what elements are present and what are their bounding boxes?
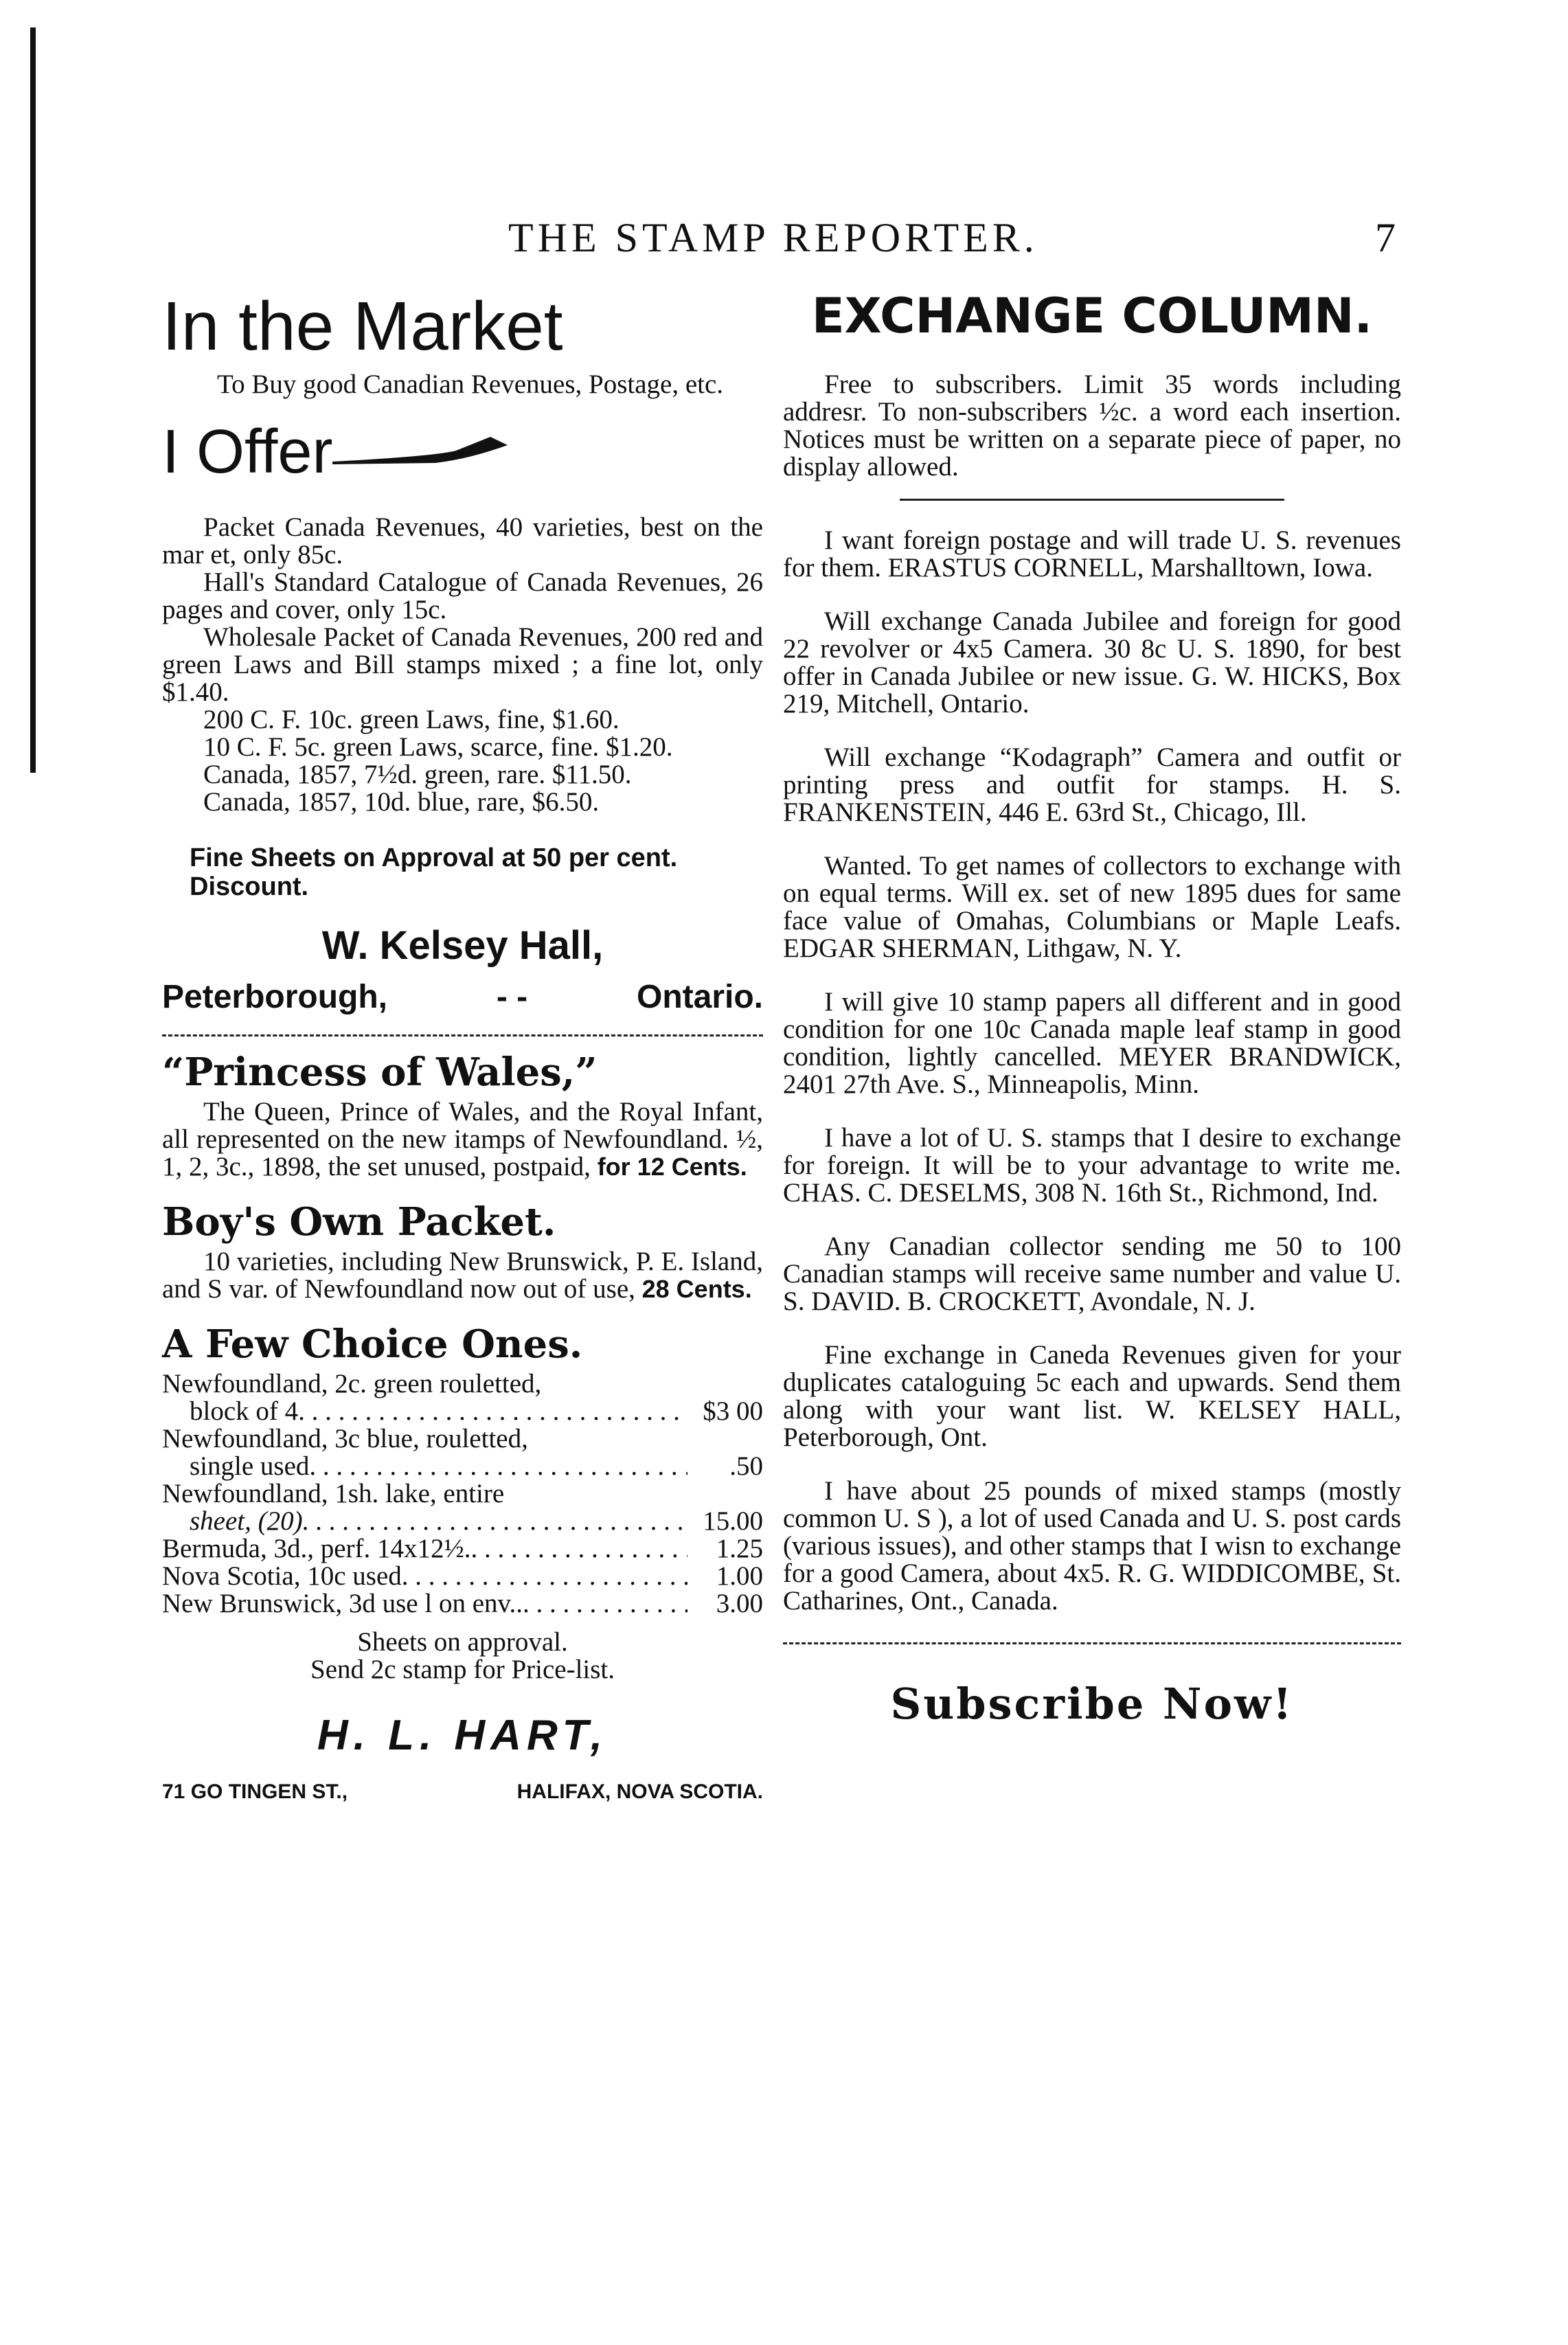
price-row (162, 1480, 763, 1508)
item-name: Newfoundland, 1sh. lake, entire (162, 1479, 505, 1508)
price-row (162, 1590, 763, 1618)
offer-row (162, 418, 763, 486)
exchange-notice: Will exchange Canada Jubilee and foreign for good 22 revolver or 4x5 Camera. 30 8c U. S. 1890, for best offer in Canada Jubilee or new issue. G. W. HICKS, Box 219, Mitchell, Ontario. (783, 607, 1401, 718)
princess-desc: The Queen, Prince of Wales, and the Royal Infant, all represented on the new itamps of Newfoundland. ½, 1, 2, 3c., 1898, the set unused, postpaid, (162, 1097, 763, 1181)
item-name: Newfoundland, 3c blue, rouletted, (162, 1424, 528, 1453)
choice-heading: A Few Choice Ones. (162, 1322, 583, 1367)
item-price: 3.00 (716, 1589, 763, 1618)
exchange-notice: I want foreign postage and will trade U. S. revenues for them. ERASTUS CORNELL, Marshalltown, Iowa. (783, 525, 1401, 582)
item-detail: sheet, (20) (190, 1506, 303, 1536)
item-detail: block of 4 (190, 1396, 299, 1426)
offer-item: Wholesale Packet of Canada Revenues, 200 red and green Laws and Bill stamps mixed ; a fine lot, only $1.40. (162, 622, 763, 707)
offer-item: 10 C. F. 5c. green Laws, scarce, fine. $1.20. (203, 732, 673, 762)
price-row (162, 1425, 763, 1453)
dealer-signature: H. L. HART, (317, 1712, 609, 1759)
price-list (162, 1370, 763, 1618)
section-divider (783, 1642, 1401, 1644)
exchange-notice: Fine exchange in Caneda Revenues given for your duplicates cataloguing 5c each and upwards. Send them along with your want list. W. KELSEY HALL, Peterborough, Ont. (783, 1340, 1401, 1452)
approval-note: Fine Sheets on Approval at 50 per cent. Discount. (190, 843, 678, 901)
princess-text (162, 1098, 763, 1181)
section-divider (162, 1034, 763, 1036)
right-column (783, 288, 1401, 1729)
price-list-note: Send 2c stamp for Price-list. (310, 1655, 615, 1684)
market-intro: To Buy good Canadian Revenues, Postage, etc. (217, 370, 724, 399)
princess-price: for 12 Cents. (597, 1153, 747, 1181)
address-city: HALIFAX, NOVA SCOTIA. (516, 1780, 763, 1803)
exchange-rules: Free to subscribers. Limit 35 words including addresr. To non-subscribers ½c. a word each insertion. Notices must be written on a separate piece of paper, no display allowed. (783, 370, 1401, 482)
price-row (162, 1535, 763, 1563)
boys-price: 28 Cents. (641, 1275, 752, 1303)
subscribe-banner: Subscribe Now! (890, 1679, 1294, 1729)
offer-item: 200 C. F. 10c. green Laws, fine, $1.60. (203, 705, 620, 734)
princess-heading: “Princess of Wales,” (162, 1050, 598, 1095)
item-detail: single used (190, 1451, 310, 1481)
item-price: 15.00 (703, 1506, 763, 1536)
left-column (162, 288, 763, 1804)
dealer-name: W. Kelsey Hall, (321, 923, 604, 968)
item-price: 1.25 (716, 1534, 763, 1563)
dealer-address (162, 1780, 763, 1804)
location-dashes: - - (496, 979, 528, 1015)
item-name: Newfoundland, 2c. green rouletted, (162, 1369, 542, 1398)
margin-rule (30, 27, 36, 773)
running-header: THE STAMP REPORTER. (508, 215, 1038, 260)
offer-list (162, 514, 763, 816)
section-divider (900, 499, 1284, 501)
offer-heading: I Offer (162, 418, 333, 486)
offer-item: Hall's Standard Catalogue of Canada Revenues, 26 pages and cover, only 15c. (162, 567, 763, 624)
dealer-city: Peterborough, (162, 979, 388, 1015)
market-heading: In the Market (162, 288, 563, 365)
dealer-location (162, 977, 763, 1018)
item-detail: New Brunswick, 3d use l on env.. (162, 1589, 523, 1618)
pointing-hand-icon (332, 431, 511, 473)
dealer-province: Ontario. (636, 979, 763, 1015)
offer-item: Canada, 1857, 7½d. green, rare. $11.50. (203, 760, 632, 789)
price-row (162, 1398, 763, 1425)
exchange-notice: I will give 10 stamp papers all different and in good condition for one 10c Canada maple leaf stamp in good condition, lightly cancelled. MEYER BRANDWICK, 2401 27th Ave. S., Minneapolis, Minn. (783, 987, 1401, 1099)
boys-packet-heading: Boy's Own Packet. (162, 1199, 556, 1245)
address-street: 71 GO TINGEN ST., (162, 1780, 348, 1803)
item-detail: Nova Scotia, 10c used (162, 1561, 402, 1591)
boys-packet-text (162, 1248, 763, 1303)
exchange-notice: Wanted. To get names of collectors to exchange with on equal terms. Will ex. set of new 1895 dues for same face value of Omahas, Columbians or Maple Leafs. EDGAR SHERMAN, Lithgaw, N. Y. (783, 851, 1401, 963)
exchange-notice: I have a lot of U. S. stamps that I desire to exchange for foreign. It will be to your advantage to write me. CHAS. C. DESELMS, 308 N. 16th St., Richmond, Ind. (783, 1123, 1401, 1208)
item-price: $3 00 (703, 1396, 763, 1426)
item-price: 1.00 (716, 1561, 763, 1591)
price-row (162, 1370, 763, 1398)
price-row (162, 1508, 763, 1535)
exchange-heading: EXCHANGE COLUMN. (811, 288, 1373, 344)
price-row (162, 1453, 763, 1480)
offer-item: Packet Canada Revenues, 40 varieties, best on the mar et, only 85c. (162, 512, 763, 569)
boys-desc: 10 varieties, including New Brunswick, P. E. Island, and S var. of Newfoundland now out of use, (162, 1247, 763, 1304)
sheets-note: Sheets on approval. (357, 1627, 568, 1657)
exchange-notice: Any Canadian collector sending me 50 to 100 Canadian stamps will receive same number and value U. S. DAVID. B. CROCKETT, Avondale, N. J. (783, 1232, 1401, 1316)
offer-item: Canada, 1857, 10d. blue, rare, $6.50. (203, 787, 600, 817)
page-number: 7 (1375, 215, 1396, 260)
price-row (162, 1563, 763, 1590)
exchange-notice: I have about 25 pounds of mixed stamps (mostly common U. S ), a lot of used Canada and U. S. post cards (various issues), and other stamps that I wisn to exchange for a good Camera, about 4x5. R. G. WIDDICOMBE, St. Catharines, Ont., Canada. (783, 1476, 1401, 1616)
item-price: .50 (729, 1451, 763, 1481)
exchange-notice: Will exchange “Kodagraph” Camera and outfit or printing press and outfit for stamps. H. S. FRANKENSTEIN, 446 E. 63rd St., Chicago, Ill. (783, 743, 1401, 827)
item-detail: Bermuda, 3d., perf. 14x12½. (162, 1534, 471, 1563)
